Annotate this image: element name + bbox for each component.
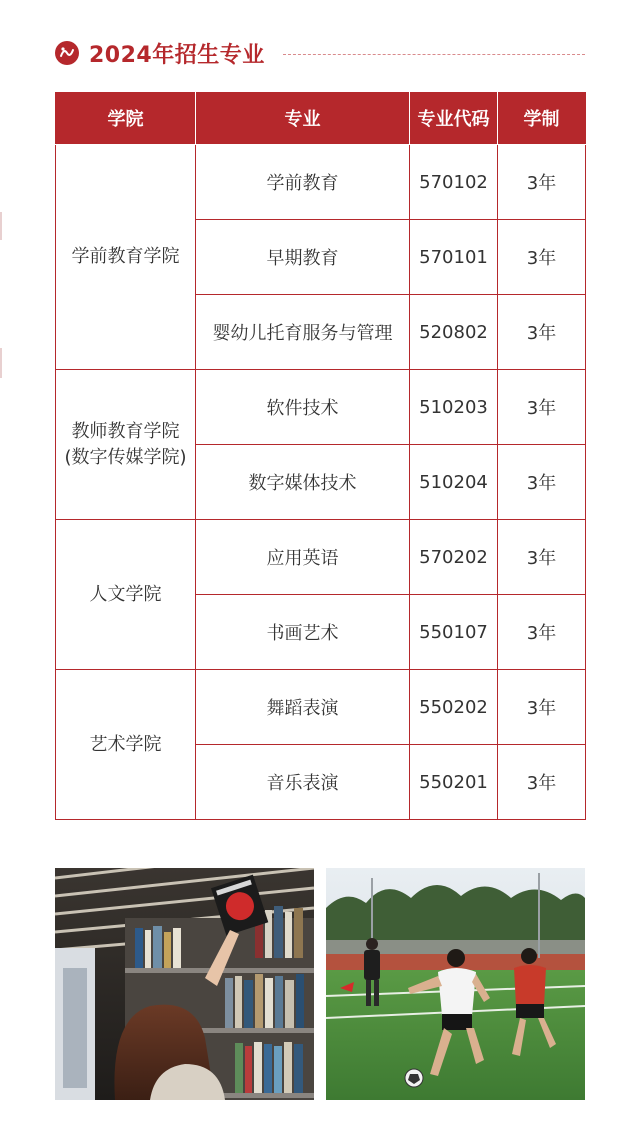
code-cell: 570202 bbox=[410, 520, 498, 595]
major-cell: 音乐表演 bbox=[196, 745, 410, 820]
college-name: 教师教育学院 bbox=[71, 420, 180, 442]
duration-cell: 3年 bbox=[498, 370, 586, 445]
major-cell: 学前教育 bbox=[196, 145, 410, 220]
duration-cell: 3年 bbox=[498, 745, 586, 820]
column-header-code: 专业代码 bbox=[410, 92, 498, 145]
duration-cell: 3年 bbox=[498, 445, 586, 520]
code-cell: 570101 bbox=[410, 220, 498, 295]
table-row bbox=[56, 670, 586, 745]
major-cell: 舞蹈表演 bbox=[196, 670, 410, 745]
college-name: 人文学院 bbox=[89, 583, 162, 605]
college-cell bbox=[56, 520, 196, 670]
table-row bbox=[56, 520, 586, 595]
code-cell: 550107 bbox=[410, 595, 498, 670]
college-cell bbox=[56, 670, 196, 820]
code-cell: 550201 bbox=[410, 745, 498, 820]
duration-cell: 3年 bbox=[498, 595, 586, 670]
duration-cell: 3年 bbox=[498, 145, 586, 220]
school-logo-icon bbox=[55, 41, 79, 65]
library-photo bbox=[55, 868, 314, 1100]
duration-cell: 3年 bbox=[498, 295, 586, 370]
edge-decoration bbox=[0, 348, 2, 378]
code-cell: 510204 bbox=[410, 445, 498, 520]
college-subname: (数字传媒学院) bbox=[64, 446, 187, 468]
table-row bbox=[56, 370, 586, 445]
college-name: 艺术学院 bbox=[89, 733, 162, 755]
college-name: 学前教育学院 bbox=[71, 246, 180, 267]
photo-strip bbox=[55, 868, 585, 1100]
edge-decoration bbox=[0, 212, 2, 240]
section-header bbox=[55, 36, 585, 70]
duration-cell: 3年 bbox=[498, 520, 586, 595]
majors-table bbox=[55, 92, 586, 820]
major-cell: 软件技术 bbox=[196, 370, 410, 445]
major-cell: 应用英语 bbox=[196, 520, 410, 595]
code-cell: 570102 bbox=[410, 145, 498, 220]
page-title: 2024年招生专业 bbox=[89, 42, 265, 68]
major-cell: 早期教育 bbox=[196, 220, 410, 295]
college-cell bbox=[56, 370, 196, 520]
code-cell: 510203 bbox=[410, 370, 498, 445]
major-cell: 书画艺术 bbox=[196, 595, 410, 670]
major-cell: 数字媒体技术 bbox=[196, 445, 410, 520]
soccer-photo bbox=[326, 868, 585, 1100]
column-header-college: 学院 bbox=[56, 92, 196, 145]
duration-cell: 3年 bbox=[498, 220, 586, 295]
table-row bbox=[56, 145, 586, 220]
college-cell bbox=[56, 145, 196, 370]
table-header-row bbox=[56, 92, 586, 145]
code-cell: 550202 bbox=[410, 670, 498, 745]
major-cell: 婴幼儿托育服务与管理 bbox=[196, 295, 410, 370]
duration-cell: 3年 bbox=[498, 670, 586, 745]
column-header-duration: 学制 bbox=[498, 92, 586, 145]
title-divider bbox=[283, 54, 585, 55]
code-cell: 520802 bbox=[410, 295, 498, 370]
column-header-major: 专业 bbox=[196, 92, 410, 145]
